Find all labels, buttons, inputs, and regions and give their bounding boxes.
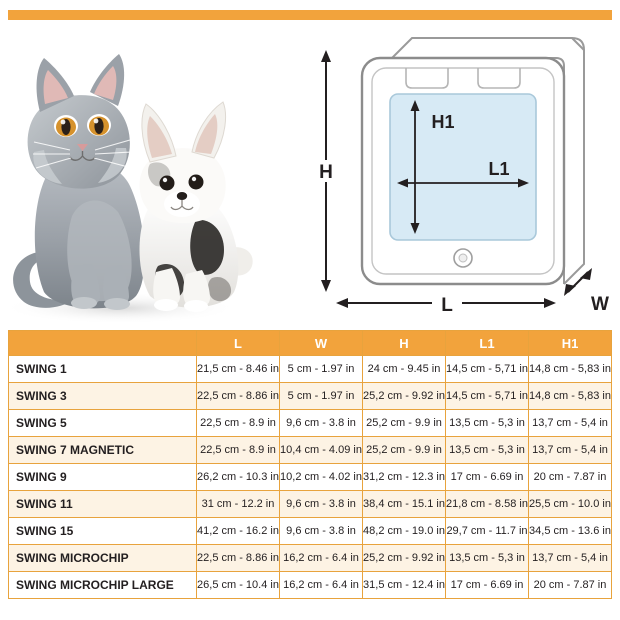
label-l1: L1 [488, 159, 510, 179]
row-label: SWING 11 [9, 491, 197, 518]
cell-w: 10,4 cm - 4.09 in [280, 437, 363, 464]
cell-w: 16,2 cm - 6.4 in [280, 545, 363, 572]
cell-l: 26,2 cm - 10.3 in [197, 464, 280, 491]
table-row [9, 437, 612, 464]
cell-h1: 14,8 cm - 5,83 in [529, 356, 612, 383]
label-h: H [319, 162, 333, 183]
animals-illustration [0, 20, 300, 325]
row-label: SWING MICROCHIP [9, 545, 197, 572]
column-header-l: L [197, 331, 280, 356]
cell-w: 5 cm - 1.97 in [280, 356, 363, 383]
cell-l: 31 cm - 12.2 in [197, 491, 280, 518]
row-label: SWING 1 [9, 356, 197, 383]
cell-w: 16,2 cm - 6.4 in [280, 572, 363, 599]
cell-l1: 13,5 cm - 5,3 in [446, 410, 529, 437]
table-row [9, 410, 612, 437]
row-label: SWING 15 [9, 518, 197, 545]
cell-h1: 14,8 cm - 5,83 in [529, 383, 612, 410]
table-row [9, 518, 612, 545]
cell-h: 24 cm - 9.45 in [363, 356, 446, 383]
cell-w: 5 cm - 1.97 in [280, 383, 363, 410]
cell-h1: 13,7 cm - 5,4 in [529, 437, 612, 464]
column-header-w: W [280, 331, 363, 356]
cell-w: 9,6 cm - 3.8 in [280, 518, 363, 545]
cell-h: 38,4 cm - 15.1 in [363, 491, 446, 518]
row-label: SWING MICROCHIP LARGE [9, 572, 197, 599]
table-row [9, 545, 612, 572]
cell-l1: 14,5 cm - 5,71 in [446, 356, 529, 383]
cell-h: 25,2 cm - 9.92 in [363, 545, 446, 572]
cell-h1: 25,5 cm - 10.0 in [529, 491, 612, 518]
cell-l: 22,5 cm - 8.86 in [197, 545, 280, 572]
cell-l1: 14,5 cm - 5,71 in [446, 383, 529, 410]
cell-l1: 17 cm - 6.69 in [446, 464, 529, 491]
label-l: L [441, 295, 453, 316]
label-w: W [591, 294, 609, 315]
cell-l: 22,5 cm - 8.86 in [197, 383, 280, 410]
cell-l1: 21,8 cm - 8.58 in [446, 491, 529, 518]
cat-and-dog-photo [0, 20, 300, 325]
column-header-model [9, 331, 197, 356]
illustration-zone [0, 20, 620, 325]
cell-h: 25,2 cm - 9.9 in [363, 410, 446, 437]
cell-l: 22,5 cm - 8.9 in [197, 437, 280, 464]
column-header-l1: L1 [446, 331, 529, 356]
table-row [9, 464, 612, 491]
lock-knob-center [459, 254, 467, 262]
cell-l1: 17 cm - 6.69 in [446, 572, 529, 599]
dog-figure [140, 102, 253, 312]
dimension-w [564, 268, 592, 296]
size-table [8, 330, 612, 599]
row-label: SWING 9 [9, 464, 197, 491]
flap-panel [390, 94, 536, 240]
cell-h1: 13,7 cm - 5,4 in [529, 410, 612, 437]
cell-h: 25,2 cm - 9.92 in [363, 383, 446, 410]
cell-h: 48,2 cm - 19.0 in [363, 518, 446, 545]
row-label: SWING 7 MAGNETIC [9, 437, 197, 464]
cell-l1: 13,5 cm - 5,3 in [446, 545, 529, 572]
row-label: SWING 3 [9, 383, 197, 410]
cell-w: 9,6 cm - 3.8 in [280, 491, 363, 518]
table-row [9, 356, 612, 383]
table-header-row [9, 331, 612, 356]
cell-l: 21,5 cm - 8.46 in [197, 356, 280, 383]
column-header-h1: H1 [529, 331, 612, 356]
table-row [9, 383, 612, 410]
cell-l: 22,5 cm - 8.9 in [197, 410, 280, 437]
row-label: SWING 5 [9, 410, 197, 437]
cell-h1: 20 cm - 7.87 in [529, 464, 612, 491]
table-head [9, 331, 612, 356]
cell-h: 31,2 cm - 12.3 in [363, 464, 446, 491]
cell-w: 9,6 cm - 3.8 in [280, 410, 363, 437]
table-row [9, 491, 612, 518]
top-accent-bar [8, 10, 612, 20]
cell-l: 41,2 cm - 16.2 in [197, 518, 280, 545]
cell-h: 25,2 cm - 9.9 in [363, 437, 446, 464]
cat-flap-diagram [300, 20, 620, 325]
size-table-wrap [8, 330, 612, 599]
cat-figure [13, 54, 144, 310]
label-h1: H1 [431, 112, 455, 132]
table-row [9, 572, 612, 599]
cell-h1: 34,5 cm - 13.6 in [529, 518, 612, 545]
table-body [9, 356, 612, 599]
column-header-h: H [363, 331, 446, 356]
cell-w: 10,2 cm - 4.02 in [280, 464, 363, 491]
cell-l1: 13,5 cm - 5,3 in [446, 437, 529, 464]
cell-l: 26,5 cm - 10.4 in [197, 572, 280, 599]
cell-h: 31,5 cm - 12.4 in [363, 572, 446, 599]
cell-h1: 13,7 cm - 5,4 in [529, 545, 612, 572]
cell-l1: 29,7 cm - 11.7 in [446, 518, 529, 545]
cell-h1: 20 cm - 7.87 in [529, 572, 612, 599]
